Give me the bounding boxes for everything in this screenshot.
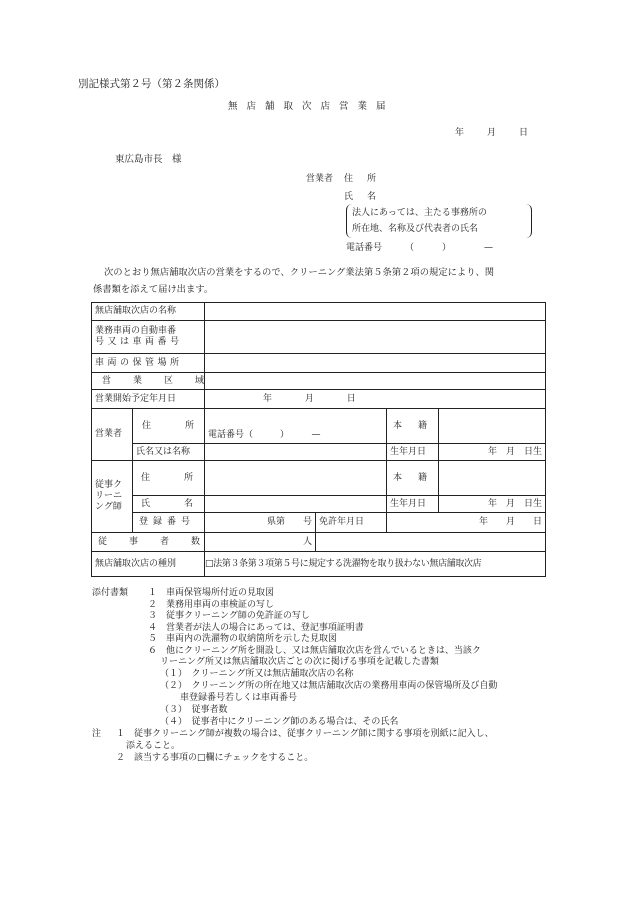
attachment-item: １ 車両保管場所付近の見取図: [148, 588, 275, 598]
area-field[interactable]: [205, 373, 546, 390]
document-title: 無店舗取次店営業届: [228, 101, 395, 112]
attachment-item: ３ 従事クリーニング師の免許証の写し: [148, 611, 310, 622]
operator-address-label: [133, 409, 229, 444]
operator-label: 営業者: [92, 409, 133, 461]
vehicle-label-line2: 号又は車両番号: [95, 337, 183, 347]
cleaner-label-line3: ング師: [95, 501, 122, 512]
notes-label: 注: [92, 729, 102, 739]
store-type-checkbox[interactable]: □法第３条第３項第５号に規定する洗濯物を取り扱わない無店舗取次店: [205, 552, 546, 577]
attachment-sub-item: （２） クリーニング所の所在地又は無店舗取次店の業務用車両の保管場所及び自動: [160, 680, 498, 691]
store-name-label: 無店舗取次店の名称: [92, 303, 205, 321]
business-label: 営業者: [306, 174, 334, 184]
workers-label: 従事者数: [92, 533, 205, 552]
note-2: ２ 該当する事項の□欄にチェックをすること。: [116, 753, 314, 763]
storage-label: 車両の保管場所: [92, 354, 205, 373]
reg-no-label: 登録番号: [133, 513, 205, 533]
license-date-label: 免許年月日: [316, 513, 387, 533]
attachment-item6-cont: リーニング所又は無店舗取次店ごとの次に掲げる事項を記載した書類: [160, 657, 439, 667]
attachments-list: [148, 588, 481, 658]
cleaner-birth-label: 生年月日: [387, 496, 439, 513]
attachments-label: 添付書類: [92, 588, 129, 598]
form-number: 別記様式第２号（第２条関係）: [78, 78, 225, 90]
attachment-sub2-cont: 車登録番号若しくは車両番号: [180, 693, 298, 703]
intro-line1: 次のとおり無店舗取次店の営業をするので、クリーニング業法第５条第２項の規定により、関: [104, 267, 495, 278]
cleaner-name-field[interactable]: [205, 496, 387, 513]
vehicle-field[interactable]: [205, 321, 546, 354]
cleaner-address-field[interactable]: [205, 461, 387, 496]
attachment-item: ５ 車両内の洗濯物の収納箇所を示した見取図: [148, 634, 338, 645]
start-date-year: 年: [263, 393, 273, 404]
date-day: 日: [519, 128, 529, 138]
addressee: 東広島市長 様: [115, 154, 182, 165]
cleaner-label-line1: 従事ク: [95, 480, 123, 491]
phone-label: 電話番号: [346, 243, 383, 253]
operator-address-field[interactable]: [205, 409, 387, 444]
vehicle-label-line1: 業務車両の自動車番: [95, 326, 177, 337]
operator-honseki-field[interactable]: [439, 409, 546, 444]
operator-birth-field[interactable]: 年 月 日生: [439, 444, 546, 461]
attachment-sub-item: （１） クリーニング所又は無店舗取次店の名称: [160, 669, 354, 679]
cleaner-honseki-field[interactable]: [439, 461, 546, 496]
address-label: 住所: [344, 174, 391, 184]
cleaner-name-label: 氏名: [133, 496, 205, 513]
operator-honseki-label: 本籍: [387, 409, 439, 444]
name-label: 氏名: [344, 192, 391, 202]
attachment-sub-item: （３） 従事者数: [160, 705, 228, 715]
operator-name-field[interactable]: [205, 444, 387, 461]
date-year: 年: [455, 128, 465, 138]
start-date-field[interactable]: [205, 390, 546, 409]
cleaner-label: [92, 461, 133, 533]
phone-close: ）: [442, 243, 452, 253]
attachment-sub-item: （４） 従事者中にクリーニング師のある場合は、その氏名: [160, 716, 399, 727]
workers-blank: [316, 533, 546, 552]
attachment-item: ２ 業務用車両の車検証の写し: [148, 599, 275, 610]
cleaner-label-line2: リーニ: [95, 491, 123, 502]
corp-note-line1: 法人にあっては、主たる事務所の: [352, 208, 487, 218]
attachment-sublist-rest: [160, 705, 398, 728]
attachment-sublist: [160, 669, 497, 692]
license-date-field[interactable]: 年 月 日: [387, 513, 546, 533]
attachment-item: ４ 営業者が法人の場合にあっては、登記事項証明書: [148, 622, 364, 633]
intro-line2: 係書類を添えて届け出ます。: [93, 284, 214, 295]
phone-open: （: [405, 243, 415, 253]
operator-phone-text: 電話番号（ ） —: [208, 430, 321, 441]
registration-table: [91, 302, 546, 577]
area-label: 営業区域: [92, 373, 205, 390]
start-date-month: 月: [304, 393, 314, 404]
cleaner-honseki-label: 本籍: [387, 461, 439, 496]
cleaner-birth-field[interactable]: 年 月 日生: [439, 496, 546, 513]
operator-name-label: 氏名又は名称: [133, 444, 205, 461]
operator-birth-label: 生年月日: [387, 444, 439, 461]
phone-dash: —: [484, 243, 493, 253]
workers-field[interactable]: 人: [205, 533, 316, 552]
operator-address-text: 住所: [142, 420, 229, 431]
attachment-item: ６ 他にクリーニング所を開設し、又は無店舗取次店を営んでいるときは、当該ク: [148, 645, 481, 656]
store-type-label: 無店舗取次店の種別: [92, 552, 205, 577]
storage-field[interactable]: [205, 354, 546, 373]
note-1: １ 従事クリーニング師が複数の場合は、従事クリーニング師に関する事項を別紙に記入し、: [116, 729, 494, 739]
store-name-field[interactable]: [205, 303, 546, 321]
cleaner-address-label: 住所: [133, 461, 205, 496]
start-date-label: 営業開始予定年月日: [92, 390, 205, 409]
date-month: 月: [487, 128, 497, 138]
corp-note-line2: 所在地、名称及び代表者の氏名: [352, 224, 479, 234]
vehicle-label: [92, 321, 205, 354]
reg-no-field[interactable]: 県第 号: [205, 513, 316, 533]
start-date-day: 日: [346, 393, 356, 404]
note-1-cont: 添えること。: [126, 741, 181, 751]
